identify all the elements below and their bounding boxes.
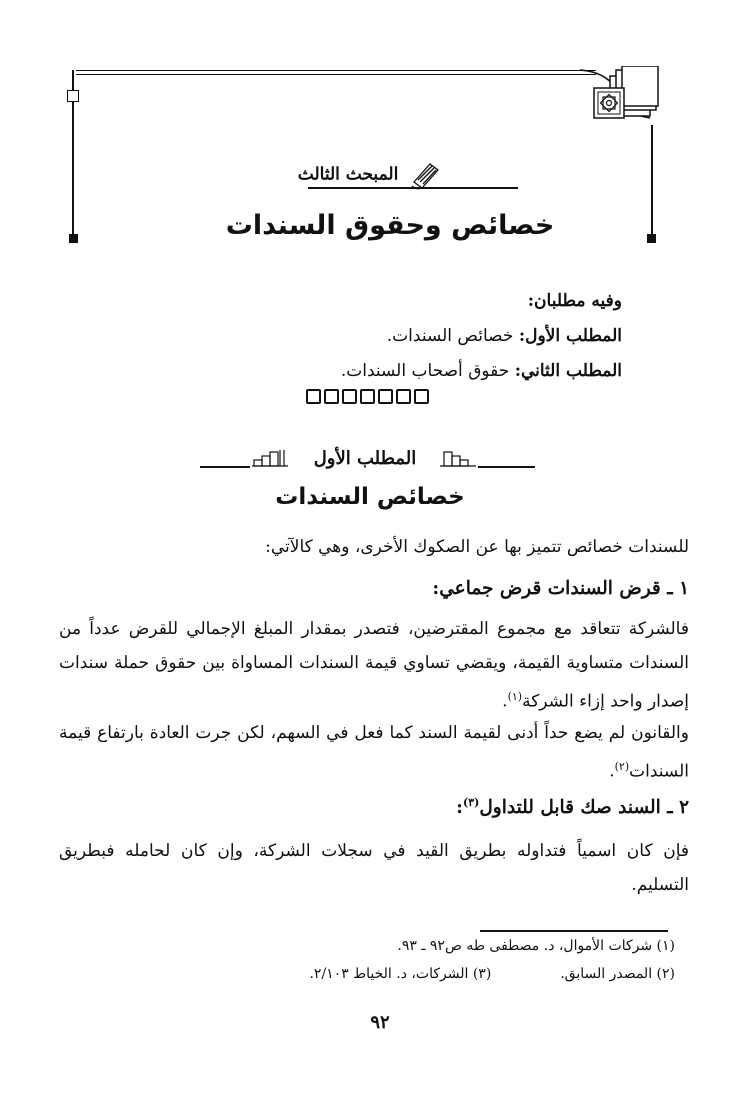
frame-top-line	[76, 70, 596, 71]
footnote-ref[interactable]: (٢)	[614, 760, 630, 773]
footnote: (٢) المصدر السابق.	[560, 966, 675, 982]
frame-corner-marker	[69, 234, 78, 243]
footnote: (٣) الشركات، د. الخياط ٢/١٠٣.	[309, 966, 492, 982]
frame-right-line	[651, 125, 653, 240]
chapter-contents	[222, 284, 622, 389]
square-icon	[360, 389, 375, 404]
page-title: خصائص وحقوق السندات	[225, 210, 555, 241]
footnote-ref[interactable]: (٣)	[462, 796, 480, 809]
subsection-label	[200, 446, 535, 476]
body-paragraph: والقانون لم يضع حداً أدنى لقيمة السند كما فعل في السهم، لكن جرت العادة بارتفاع قيمة السندات$^{(٢)}$.	[59, 723, 689, 782]
contents-item: المطلب الثاني: حقوق أصحاب السندات.	[340, 361, 622, 381]
square-icon	[324, 389, 339, 404]
scroll-icon	[410, 160, 442, 190]
square-icon	[396, 389, 411, 404]
body-paragraph: فإن كان اسمياً فتداوله بطريق القيد في سجلات الشركة، وإن كان لحامله فبطريق التسليم.	[59, 841, 689, 895]
steps-icon	[440, 450, 476, 468]
frame-corner-marker	[647, 234, 656, 243]
decorative-boxes	[306, 389, 429, 404]
footnote-ref[interactable]: (١)	[507, 690, 523, 703]
subsection-title: خصائص السندات	[275, 484, 465, 510]
section-underline	[308, 187, 518, 189]
contents-item: المطلب الأول: خصائص السندات.	[386, 326, 622, 346]
square-icon	[306, 389, 321, 404]
square-icon	[378, 389, 393, 404]
section-label-text: المبحث الثالث	[297, 164, 399, 185]
steps-icon	[252, 450, 288, 468]
divider	[478, 466, 535, 468]
footnote: (١) شركات الأموال، د. مصطفى طه ص٩٢ ـ ٩٣.	[397, 938, 675, 954]
contents-lead: وفيه مطلبان:	[527, 291, 622, 311]
ornament-emblem-icon	[580, 66, 662, 126]
square-icon	[342, 389, 357, 404]
divider	[200, 466, 250, 468]
footnote-line	[115, 966, 675, 982]
point-heading: ١ ـ قرض السندات قرض جماعي:	[432, 578, 689, 599]
frame-corner-marker	[67, 90, 79, 102]
frame-top-line-inner	[76, 74, 596, 75]
body-paragraph: فالشركة تتعاقد مع مجموع المقترضين، فتصدر بمقدار المبلغ الإجمالي للقرض عدداً من السندات متساوية القيمة، ويقضي تساوي قيمة السندات المساواة بين حقوق حملة سندات إصدار واحد إزاء الشركة$^{(١)}$.	[59, 619, 689, 712]
section-label	[240, 160, 500, 190]
subsection-label-text: المطلب الأول	[313, 448, 417, 469]
footnote-divider	[480, 930, 668, 932]
page-number: ٩٢	[370, 1012, 390, 1033]
square-icon	[414, 389, 429, 404]
intro-paragraph: للسندات خصائص تتميز بها عن الصكوك الأخرى، وهي كالآتي:	[265, 537, 689, 557]
point-heading: ٢ ـ السند صك قابل للتداول$^{(٣)}$:	[456, 796, 689, 819]
